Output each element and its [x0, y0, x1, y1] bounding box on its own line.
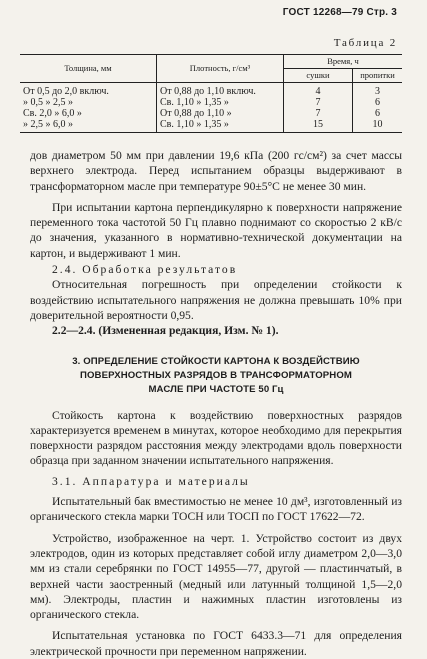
cell-impregnation: 6: [353, 97, 403, 108]
cell-drying: 15: [284, 119, 353, 133]
cell-density: От 0,88 до 1,10 »: [157, 108, 284, 119]
table-row: [20, 83, 402, 98]
paragraph-electrode-pressure: дов диаметром 50 мм при давлении 19,6 кПа (200 гс/см²) за счет массы верхнего электрода. Перед испытанием образцы выдерживают в трансформаторном масле при температуре 90±5°С не менее 30 мин.: [30, 149, 402, 193]
column-header-impregnation: пропитки: [353, 69, 403, 83]
cell-thickness: Св. 2,0 » 6,0 »: [23, 108, 82, 119]
table-caption: Таблица 2: [333, 37, 397, 49]
table-row: [20, 119, 402, 133]
cell-density: От 0,88 до 1,10 включ.: [157, 83, 284, 98]
clause-heading-results: 2.4. Обработка результатов: [52, 263, 238, 277]
paragraph-resistance-definition: Стойкость картона к воздействию поверхностных разрядов характеризуется временем в минутах, которое необходимо для перекрытия поверхности разрядом расстояния между электродами вдоль поверхности образца при заданном значении испытательного напряжения.: [30, 408, 402, 468]
section-title-line: 3. ОПРЕДЕЛЕНИЕ СТОЙКОСТИ КАРТОНА К ВОЗДЕЙСТВИЮ: [72, 355, 360, 367]
cell-impregnation: 10: [353, 119, 403, 133]
table-row: [20, 97, 402, 108]
column-header-thickness: Толщина, мм: [20, 55, 157, 83]
cell-density: Св. 1,10 » 1,35 »: [157, 119, 284, 133]
cell-impregnation: 3: [353, 83, 403, 98]
paragraph-test-procedure: При испытании картона перпендикулярно к поверхности напряжение переменного тока частотой 50 Гц плавно поднимают со скоростью 2 кВ/с до значения, указанного в нормативно-технической документации на картон, и выдерживают 1 мин.: [30, 200, 402, 260]
section-title: [30, 355, 402, 397]
paragraph-error-limit: Относительная погрешность при определении стойкости к воздействию испытательного напряжения не должна превышать 10% при доверительной вероятности 0,95.: [30, 278, 402, 322]
section-title-line: ПОВЕРХНОСТНЫХ РАЗРЯДОВ В ТРАНСФОРМАТОРНОМ: [79, 369, 352, 381]
column-header-density: Плотность, г/см³: [157, 55, 284, 83]
cell-drying: 4: [284, 83, 353, 98]
section-title-line: МАСЛЕ ПРИ ЧАСТОТЕ 50 Гц: [148, 383, 284, 395]
amendment-note: 2.2—2.4. (Измененная редакция, Изм. № 1).: [52, 324, 279, 338]
paragraph-electrode-device: Устройство, изображенное на черт. 1. Устройство состоит из двух электродов, один из которых представляет собой иглу диаметром 2,0—3,0 мм из стали серебрянки по ГОСТ 14955—77, другой — пластинчатый, в верхней части заостренный (медный или латунный толщиной 1,5—2,0 мм). Электроды, пластин и нажимных пластин изготовлены из органического стекла.: [30, 531, 402, 622]
clause-heading-apparatus: 3.1. Аппаратура и материалы: [52, 474, 250, 488]
cell-thickness: » 0,5 » 2,5 »: [23, 97, 73, 108]
cell-drying: 7: [284, 97, 353, 108]
paragraph-test-tank: Испытательный бак вместимостью не менее 10 дм³, изготовленный из органического стекла марки ТОСН или ТОСП по ГОСТ 17622—72.: [30, 495, 402, 524]
document-body: [30, 148, 402, 659]
column-header-drying: сушки: [284, 69, 353, 83]
cell-thickness: От 0,5 до 2,0 включ.: [23, 86, 109, 97]
page-header: ГОСТ 12268—79 Стр. 3: [282, 7, 397, 18]
cell-impregnation: 6: [353, 108, 403, 119]
cell-drying: 7: [284, 108, 353, 119]
cell-density: Св. 1,10 » 1,35 »: [157, 97, 284, 108]
table-row: [20, 108, 402, 119]
column-header-time: Время, ч: [284, 55, 403, 69]
paragraph-test-installation: Испытательная установка по ГОСТ 6433.3—71 для определения электрической прочности при переменном напряжении.: [30, 629, 402, 658]
cell-thickness: » 2,5 » 6,0 »: [20, 119, 157, 133]
drying-impregnation-table: [20, 54, 402, 133]
